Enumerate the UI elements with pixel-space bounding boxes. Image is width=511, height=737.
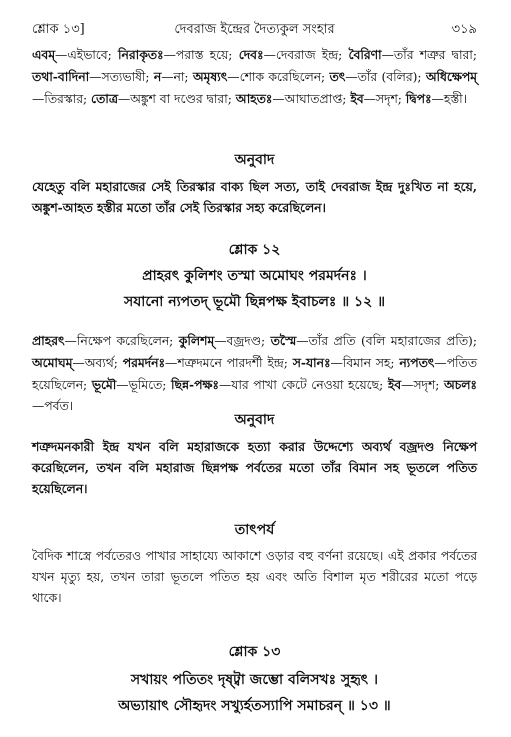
synonym-meaning: —তিরস্কার;	[32, 92, 92, 106]
synonym-term: দ্বিপঃ	[405, 91, 432, 106]
synonym-term: এবম্	[32, 47, 56, 62]
synonym-term: ছিন্ন-পক্ষঃ	[170, 377, 219, 392]
synonym-term: কুলিশম্	[178, 333, 215, 348]
translation-2: শত্রুদমনকারী ইন্দ্র যখন বলি মহারাজকে হত্যা করার উদ্দেশ্যে অব্যর্থ বজ্রদণ্ড নিক্ষেপ করেছিলেন, তখন বলি মহারাজ ছিন্নপক্ষ পর্বতের মতো তাঁর বিমান সহ ভূতলে পতিত হয়েছিলেন।	[32, 439, 477, 496]
synonym-term: অমোঘম্	[32, 355, 73, 370]
synonym-meaning: —দেবরাজ ইন্দ্র;	[263, 48, 349, 62]
verse-13-line-2: অভ্যায়াৎ সৌহৃদং সখ্যুর্হতস্যাপি সমাচরন্ ॥ ১৩ ॥	[118, 698, 391, 714]
synonym-meaning: —পতিত হয়েছিলেন;	[32, 356, 478, 392]
synonym-meaning: —নিক্ষেপ করেছিলেন;	[64, 334, 179, 348]
synonym-meaning: —বজ্রদণ্ড;	[214, 334, 271, 348]
synonym-term: ন	[153, 69, 162, 84]
synonym-meaning: —অঙ্কুশ বা দণ্ডের দ্বারা;	[117, 92, 236, 106]
translation-heading-2: অনুবাদ	[234, 412, 275, 428]
synonym-term: ভূমৌ	[91, 377, 117, 392]
synonym-term: আহতঃ	[235, 91, 273, 106]
translation-heading-1-wrap	[32, 150, 477, 174]
synonym-meaning: —শত্রুদমনে পারদর্শী ইন্দ্র;	[165, 356, 293, 370]
verse-12-title: শ্লোক ১২	[228, 242, 281, 258]
synonym-term: অধিক্ষেপম্	[425, 69, 477, 84]
page-header	[32, 20, 477, 40]
synonym-meaning: —বিমান সহ;	[330, 356, 400, 370]
synonym-meaning: —যার পাখা কেটে নেওয়া হয়েছে;	[218, 378, 388, 392]
synonym-term: তৎ	[329, 69, 346, 84]
translation-1: যেহেতু বলি মহারাজের সেই তিরস্কার বাক্য ছিল সত্য, তাই দেবরাজ ইন্দ্র দুঃখিত না হয়ে, অঙ্কুশ-আহত হস্তীর মতো তাঁর সেই তিরস্কার সহ্য করেছিলেন।	[32, 179, 477, 215]
verse-13	[32, 634, 477, 722]
synonym-meaning: —তাঁর (বলির);	[345, 70, 426, 84]
synonym-term: ইব	[387, 377, 402, 392]
synonym-meaning: —পরাস্ত হয়ে;	[163, 48, 239, 62]
verse-13-line-1: সখায়ং পতিতং দৃষ্ট্বা জম্ভো বলিসখঃ সুহৃৎ ।	[130, 672, 379, 688]
header-page-number: ৩১৯	[451, 22, 477, 37]
purport-heading: তাৎপর্য	[234, 522, 275, 538]
synonym-meaning: —হস্তী।	[431, 92, 468, 106]
synonyms-12	[32, 330, 477, 417]
synonym-meaning: —এইভাবে;	[55, 48, 118, 62]
verse-13-title: শ্লোক ১৩	[228, 644, 281, 660]
synonym-term: বৈরিণা	[348, 47, 382, 62]
synonym-term: স-যানঃ	[292, 355, 331, 370]
synonym-term: অমৃষ্যৎ	[192, 69, 228, 84]
synonym-meaning: —অব্যর্থ;	[72, 356, 123, 370]
synonyms-top	[32, 44, 477, 110]
synonym-term: তস্মৈ	[270, 333, 297, 348]
header-verse-ref: শ্লোক ১৩]	[32, 22, 85, 37]
synonym-meaning: —সত্যভাষী;	[89, 70, 154, 84]
translation-heading-1: অনুবাদ	[234, 152, 275, 168]
verse-12-line-2: সযানো ন্যপতদ্ ভূমৌ ছিন্নপক্ষ ইবাচলঃ ॥ ১২ ॥	[123, 294, 386, 310]
synonym-term: তথা-বাদিনা	[32, 69, 90, 84]
synonym-term: তোত্র	[91, 91, 118, 106]
synonym-meaning: —তাঁর প্রতি (বলি মহারাজের প্রতি);	[296, 334, 477, 348]
synonym-meaning: —পর্বত।	[32, 399, 74, 413]
synonym-term: ইব	[350, 91, 364, 106]
synonym-term: পরমর্দনঃ	[122, 355, 166, 370]
synonym-meaning: —সদৃশ;	[363, 92, 406, 106]
header-chapter-title: দেবরাজ ইন্দ্রের দৈত্যকুল সংহার	[174, 22, 335, 37]
synonym-meaning: —না;	[161, 70, 193, 84]
synonym-meaning: —আঘাতপ্রাপ্ত;	[272, 92, 351, 106]
purport: বৈদিক শাস্ত্রে পর্বতেরও পাখার সাহায্যে আকাশে ওড়ার বহু বর্ণনা রয়েছে। এই প্রকার পর্বতের যখন মৃত্যু হয়, তখন তারা ভূতলে পতিত হয় এবং অতি বিশাল মৃত শরীরের মতো পড়ে থাকে।	[32, 549, 477, 605]
verse-12-line-1: প্রাহরৎ কুলিশং তস্মা অমোঘং পরমর্দনঃ ।	[142, 268, 367, 284]
synonym-meaning: —তাঁর শত্রুর দ্বারা;	[381, 48, 477, 62]
synonym-term: দেবঃ	[238, 47, 264, 62]
synonym-term: ন্যপতৎ	[399, 355, 435, 370]
verse-12	[32, 238, 477, 318]
synonym-meaning: —ভূমিতে;	[116, 378, 171, 392]
purport-heading-wrap	[32, 520, 477, 544]
synonym-meaning: —সদৃশ;	[401, 378, 444, 392]
translation-heading-2-wrap	[32, 410, 477, 434]
synonym-meaning: —শোক করেছিলেন;	[227, 70, 330, 84]
synonym-term: নিরাকৃতঃ	[118, 47, 164, 62]
synonym-term: প্রাহরৎ	[32, 333, 65, 348]
synonym-term: অচলঃ	[443, 377, 477, 392]
